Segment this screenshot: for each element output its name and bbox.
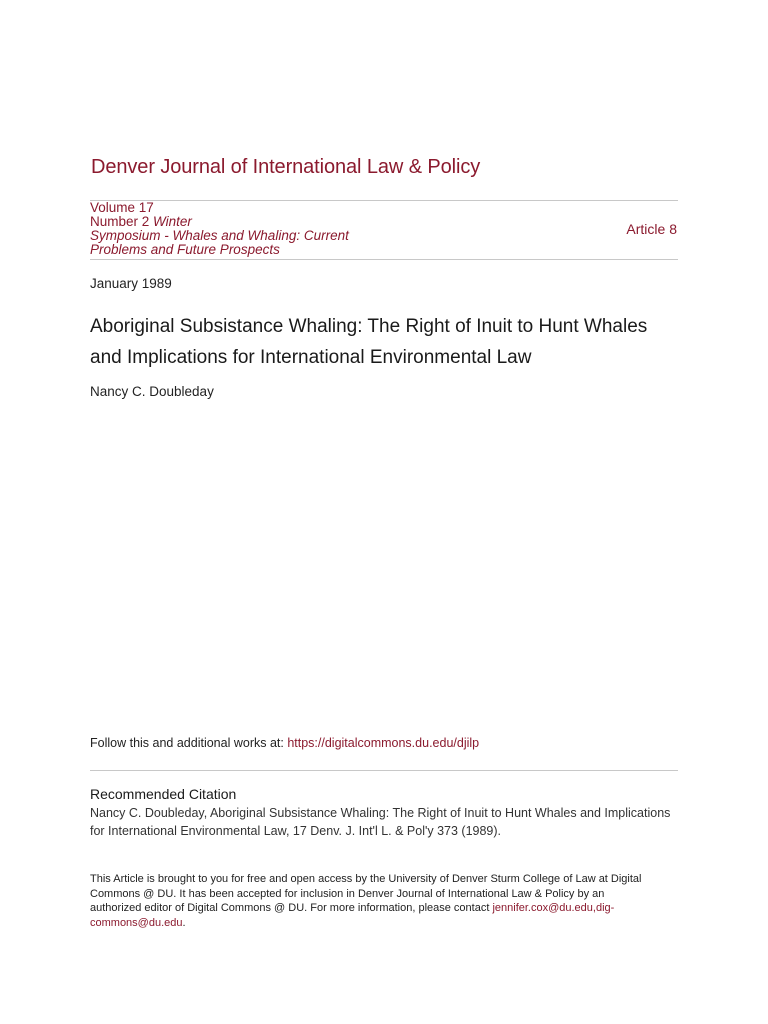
contact-email-link[interactable]: jennifer.cox@du.edu,dig- bbox=[492, 902, 615, 914]
citation-text bbox=[90, 805, 680, 840]
article-title-line-1: Aboriginal Subsistance Whaling: The Right of Inuit to Hunt Whales bbox=[90, 316, 648, 337]
symposium-line-1[interactable]: Symposium - Whales and Whaling: Current bbox=[90, 228, 349, 243]
divider-issue bbox=[90, 259, 678, 260]
symposium-line-2[interactable]: Problems and Future Prospects bbox=[90, 242, 280, 257]
journal-title[interactable]: Denver Journal of International Law & Policy bbox=[91, 156, 481, 178]
divider-citation bbox=[90, 770, 678, 771]
article-title-line-2: and Implications for International Environmental Law bbox=[90, 347, 532, 368]
article-number-link[interactable]: Article 8 bbox=[626, 221, 677, 237]
notice-trailing: . bbox=[182, 916, 186, 929]
notice-line-3: authorized editor of Digital Commons @ DU. For more information, please contact bbox=[90, 902, 493, 914]
citation-line-1: Nancy C. Doubleday, Aboriginal Subsistance Whaling: The Right of Inuit to Hunt Whales and Implications bbox=[90, 806, 671, 820]
follow-link[interactable]: https://digitalcommons.du.edu/djilp bbox=[287, 736, 480, 750]
notice-line-1: This Article is brought to you for free and open access by the University of Denver Sturm College of Law at Digital bbox=[90, 873, 642, 885]
publication-date: January 1989 bbox=[90, 276, 172, 291]
notice-line-2: Commons @ DU. It has been accepted for inclusion in Denver Journal of International Law & Policy by an bbox=[90, 887, 605, 900]
issue-info bbox=[90, 201, 450, 257]
volume-link[interactable]: Volume 17 bbox=[90, 200, 154, 215]
access-notice bbox=[90, 872, 670, 930]
contact-email-link-cont[interactable]: commons@du.edu bbox=[90, 916, 183, 929]
follow-text: Follow this and additional works at: bbox=[90, 736, 288, 750]
volume-line bbox=[90, 201, 450, 215]
citation-line-2: for International Environmental Law, 17 Denv. J. Int'l L. & Pol'y 373 (1989). bbox=[90, 823, 502, 838]
number-line bbox=[90, 215, 450, 229]
number-link[interactable]: Number 2 bbox=[90, 214, 150, 229]
follow-line bbox=[90, 736, 479, 750]
article-title bbox=[90, 311, 690, 373]
recommended-citation-heading: Recommended Citation bbox=[90, 786, 237, 802]
author-name: Nancy C. Doubleday bbox=[90, 384, 214, 399]
season-label[interactable]: Winter bbox=[153, 214, 192, 229]
